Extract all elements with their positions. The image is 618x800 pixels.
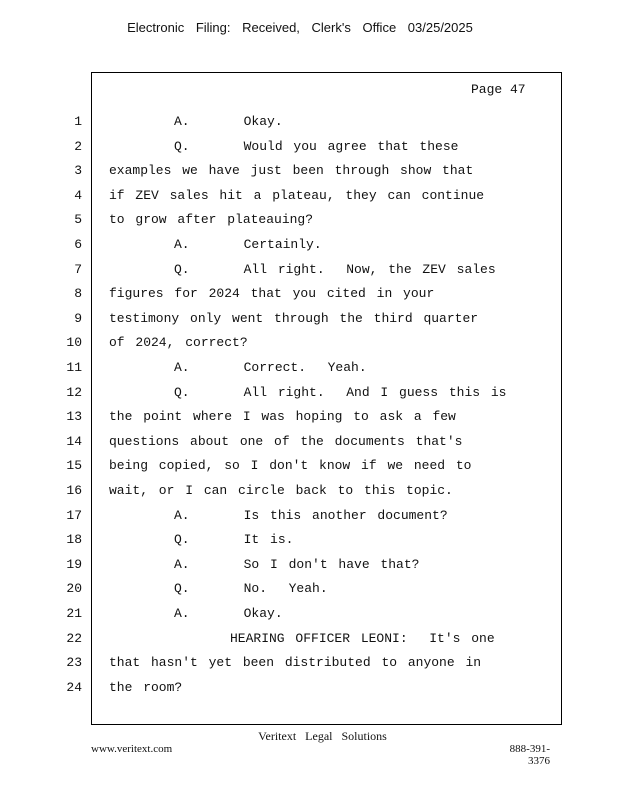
line-number: 16 (66, 483, 82, 498)
line-number: 24 (66, 679, 82, 695)
line-number: 10 (66, 335, 82, 351)
transcript-line: the room? (109, 679, 183, 695)
line-number: 3 (74, 163, 82, 179)
line-number: 19 (66, 556, 82, 572)
transcript-line: to grow after plateauing? (109, 212, 314, 228)
transcript-line: A. Okay. (174, 606, 283, 621)
line-number: 11 (66, 360, 82, 375)
transcript-line: that hasn't yet been distributed to anyone in (109, 655, 482, 671)
line-number: 18 (66, 532, 82, 548)
transcript-line: questions about one of the documents that's (109, 433, 463, 449)
line-number: 14 (66, 433, 82, 449)
transcript-line: figures for 2024 that you cited in your (109, 286, 435, 302)
transcript-line: Q. No. Yeah. (174, 581, 328, 597)
line-number: 7 (74, 261, 82, 277)
transcript-line: A. Okay. (174, 114, 283, 129)
line-number: 21 (66, 606, 82, 621)
transcript-line: being copied, so I don't know if we need to (109, 458, 472, 474)
line-number: 6 (74, 237, 82, 252)
transcript-line: the point where I was hoping to ask a few (109, 409, 456, 425)
transcript-line: wait, or I can circle back to this topic. (109, 483, 453, 498)
page-number-label: Page 47 (471, 82, 526, 97)
filing-stamp-header: Electronic Filing: Received, Clerk's Office 03/25/2025 (127, 20, 473, 35)
transcript-line: HEARING OFFICER LEONI: It's one (230, 630, 495, 646)
line-number: 23 (66, 655, 82, 671)
transcript-line: Q. All right. And I guess this is (174, 384, 507, 400)
line-number: 22 (66, 630, 82, 646)
transcript-line: A. Correct. Yeah. (174, 360, 367, 375)
transcript-line: if ZEV sales hit a plateau, they can continue (109, 187, 485, 203)
line-number: 12 (66, 384, 82, 400)
line-number: 13 (66, 409, 82, 425)
transcript-line: Q. All right. Now, the ZEV sales (174, 261, 496, 277)
footer-phone: 888-391-3376 (509, 743, 550, 767)
transcript-line: A. So I don't have that? (174, 556, 420, 572)
footer-company: Veritext Legal Solutions (258, 729, 387, 743)
transcript-line: A. Certainly. (174, 237, 322, 252)
transcript-line: Q. Would you agree that these (174, 138, 459, 154)
line-number: 5 (74, 212, 82, 228)
line-number: 2 (74, 138, 82, 154)
line-number: 20 (66, 581, 82, 597)
transcript-line: Q. It is. (174, 532, 294, 548)
transcript-line: testimony only went through the third quarter (109, 310, 479, 326)
line-number: 1 (74, 114, 82, 129)
line-number: 17 (66, 507, 82, 523)
transcript-line: examples we have just been through show that (109, 163, 474, 179)
transcript-line: A. Is this another document? (174, 507, 448, 523)
footer-website: www.veritext.com (91, 743, 173, 755)
transcript-line: of 2024, correct? (109, 335, 248, 351)
line-number: 9 (74, 310, 82, 326)
line-number: 8 (74, 286, 82, 302)
line-number: 15 (66, 458, 82, 474)
line-number: 4 (74, 187, 82, 203)
